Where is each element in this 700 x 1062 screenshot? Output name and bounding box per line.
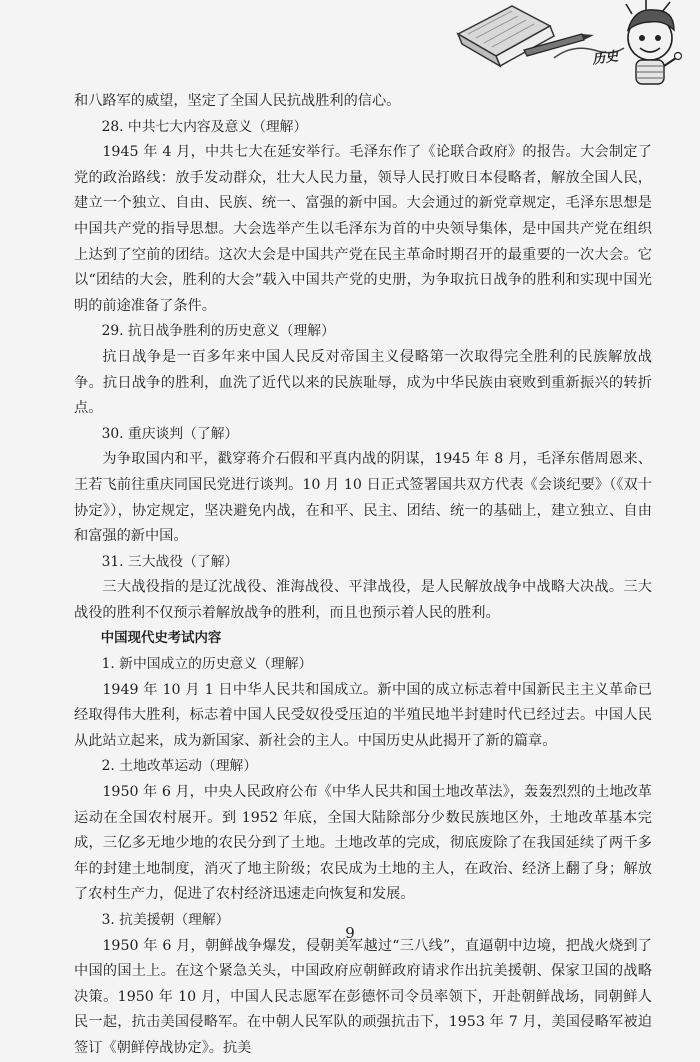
document-body	[74, 89, 652, 1062]
subject-label: 历史	[591, 49, 620, 68]
body-paragraph: 1950 年 6 月，中央人民政府公布《中华人民共和国土地改革法》，轰轰烈烈的土地改革运动在全国农村展开。到 1952 年底，全国大陆除部分少数民族地区外，土地改革基本完成，三亿多无地少地的农民分到了土地。土地改革的完成，彻底废除了在我国延续了两千多年的封建土地制度，消灭了地主阶级；农民成为土地的主人，在政治、经济上翻了身；解放了农村生产力，促进了农村经济迅速走向恢复和发展。	[74, 784, 652, 903]
page-number: 9	[345, 924, 355, 942]
body-paragraph: 1949 年 10 月 1 日中华人民共和国成立。新中国的成立标志着中国新民主主义革命已经取得伟大胜利，标志着中国人民受奴役受压迫的半殖民地半封建时代已经过去。中国人民从此站立起来，成为新国家、新社会的主人。中国历史从此揭开了新的篇章。	[74, 681, 652, 749]
body-paragraph: 抗日战争是一百多年来中国人民反对帝国主义侵略第一次取得完全胜利的民族解放战争。抗日战争的胜利，血洗了近代以来的民族耻辱，成为中华民族由衰败到重新振兴的转折点。	[74, 348, 652, 417]
body-paragraph: 三大战役指的是辽沈战役、淮海战役、平津战役，是人民解放战争中战略大决战。三大战役的胜利不仅预示着解放战争的胜利，而且也预示着人民的胜利。	[74, 579, 652, 621]
topic-heading: 30. 重庆谈判（了解）	[101, 425, 239, 442]
topic-heading: 28. 中共七大内容及意义（理解）	[101, 118, 308, 135]
topic-heading: 31. 三大战役（了解）	[101, 553, 239, 570]
body-paragraph: 1950 年 6 月，朝鲜战争爆发，侵朝美军越过“三八线”，直逼朝中边境，把战火烧到了中国的国土上。在这个紧急关头，中国政府应朝鲜政府请求作出抗美援朝、保家卫国的战略决策。1950 年 10 月，中国人民志愿军在彭德怀司令员率领下，开赴朝鲜战场，同朝鲜人民一起，抗击美国侵略军。在中朝人民军队的顽强抗击下，1953 年 7 月，美国侵略军被迫签订《朝鲜停战协定》。抗美	[74, 937, 652, 1056]
paragraph-continuation: 和八路军的威望，坚定了全国人民抗战胜利的信心。	[74, 93, 401, 109]
topic-heading: 2. 土地改革运动（理解）	[101, 758, 258, 775]
cartoon-boy-mascot-icon	[626, 0, 682, 84]
topic-heading: 29. 抗日战争胜利的历史意义（理解）	[101, 323, 335, 340]
body-paragraph: 1945 年 4 月，中共七大在延安举行。毛泽东作了《论联合政府》的报告。大会制定了党的政治路线：放手发动群众，壮大人民力量，领导人民打败日本侵略者，解放全国人民，建立一个独立、自由、民族、统一、富强的新中国。大会通过的新党章规定，毛泽东思想是中国共产党的指导思想。大会选举产生以毛泽东为首的中央领导集体，是中国共产党在组织上达到了空前的团结。这次大会是中国共产党在民主革命时期召开的最重要的一次大会。它以“团结的大会，胜利的大会”载入中国共产党的史册，为争取抗日战争的胜利和实现中国光明的前途准备了条件。	[74, 144, 652, 314]
section-title: 中国现代史考试内容	[100, 631, 222, 647]
body-paragraph: 为争取国内和平，戳穿蒋介石假和平真内战的阴谋，1945 年 8 月，毛泽东偕周恩来、王若飞前往重庆同国民党进行谈判。10 月 10 日正式签署国共双方代表《会谈纪要》（《双十协定》），协定规定，坚决避免内战，在和平、民主、团结、统一的基础上，建立独立、自由和富强的新中国。	[74, 451, 652, 545]
topic-heading: 3. 抗美援朝（理解）	[101, 912, 230, 928]
topic-heading: 1. 新中国成立的历史意义（理解）	[101, 656, 313, 673]
open-book-with-pen-icon	[454, 0, 684, 86]
header-illustration	[454, 0, 684, 86]
